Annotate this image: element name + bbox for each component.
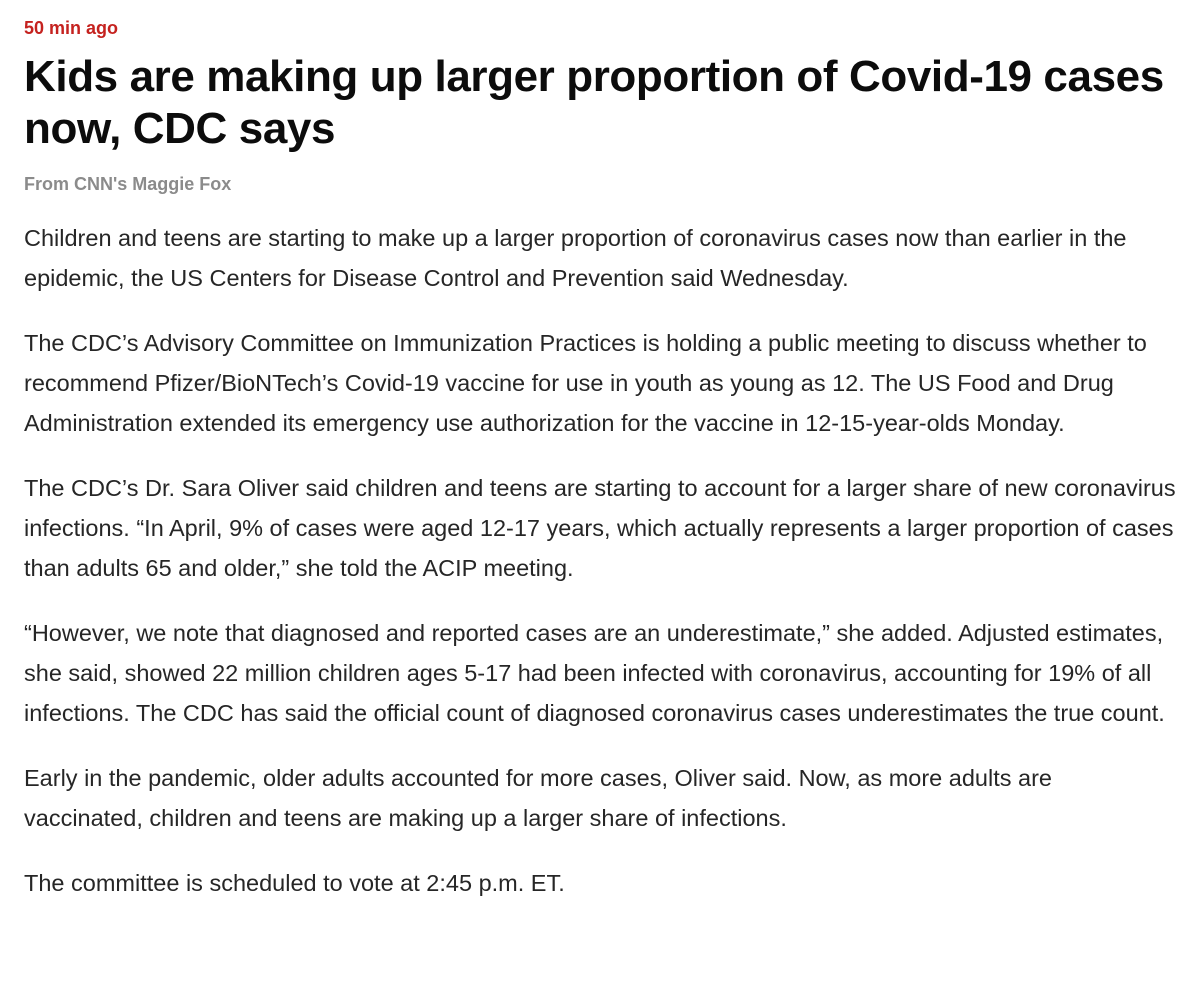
body-paragraph: The CDC’s Dr. Sara Oliver said children and teens are starting to account for a larger share of new coronavirus infections. “In April, 9% of cases were aged 12-17 years, which actually represents a larger proportion of cases than adults 65 and older,” she told the ACIP meeting. (24, 475, 1176, 581)
post-byline: From CNN's Maggie Fox (24, 174, 232, 194)
body-paragraph: The committee is scheduled to vote at 2:45 p.m. ET. (24, 870, 565, 896)
body-paragraph: Early in the pandemic, older adults accounted for more cases, Oliver said. Now, as more adults are vaccinated, children and teens are making up a larger share of infections. (24, 765, 1052, 831)
body-paragraph: The CDC’s Advisory Committee on Immunization Practices is holding a public meeting to discuss whether to recommend Pfizer/BioNTech’s Covid-19 vaccine for use in youth as young as 12. The US Food and Drug Administration extended its emergency use authorization for the vaccine in 12-15-year-olds Monday. (24, 330, 1147, 436)
post-headline: Kids are making up larger proportion of Covid-19 cases now, CDC says (24, 52, 1164, 153)
body-paragraph: Children and teens are starting to make up a larger proportion of coronavirus cases now than earlier in the epidemic, the US Centers for Disease Control and Prevention said Wednesday. (24, 225, 1127, 291)
post-body (24, 218, 1176, 903)
post-timestamp: 50 min ago (24, 18, 119, 38)
body-paragraph: “However, we note that diagnosed and reported cases are an underestimate,” she added. Adjusted estimates, she said, showed 22 million children ages 5-17 had been infected with coronavirus, accounting for 19% of all infections. The CDC has said the official count of diagnosed coronavirus cases underestimates the true count. (24, 620, 1165, 726)
